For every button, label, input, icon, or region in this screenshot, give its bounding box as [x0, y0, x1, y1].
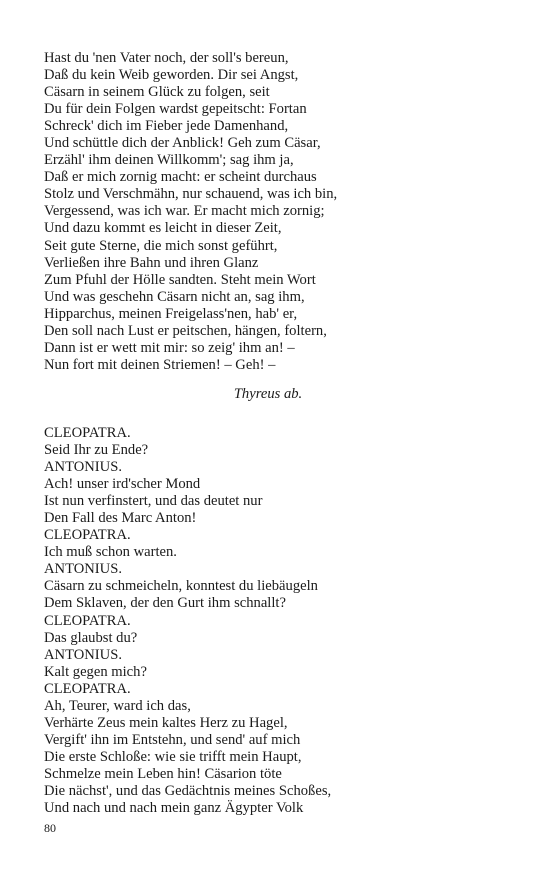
verse-line: Schreck' dich im Fieber jede Damenhand,	[44, 118, 289, 135]
verse-line: Seit gute Sterne, die mich sonst geführt,	[44, 237, 278, 254]
verse-line: Ah, Teurer, ward ich das,	[44, 697, 191, 714]
dialogue-block	[44, 425, 514, 817]
verse-line: Verhärte Zeus mein kaltes Herz zu Hagel,	[44, 714, 288, 731]
verse-line: Zum Pfuhl der Hölle sandten. Steht mein Wort	[44, 271, 316, 288]
verse-line: Die nächst', und das Gedächtnis meines Schoßes,	[44, 782, 332, 799]
verse-line: Vergessend, was ich war. Er macht mich zornig;	[44, 203, 325, 220]
verse-line: Den soll nach Lust er peitschen, hängen, foltern,	[44, 322, 327, 339]
verse-line: Hast du 'nen Vater noch, der soll's bereun,	[44, 50, 289, 66]
verse-line: Ich muß schon warten.	[44, 544, 177, 561]
verse-line: Daß du kein Weib geworden. Dir sei Angst,	[44, 67, 299, 84]
verse-line: Du für dein Folgen wardst gepeitscht: Fortan	[44, 101, 307, 118]
verse-line: Und schüttle dich der Anblick! Geh zum Cäsar,	[44, 135, 321, 152]
speaker-name: CLEOPATRA.	[44, 527, 131, 544]
verse-line: Dann ist er wett mit mir: so zeig' ihm an! –	[44, 339, 295, 356]
speaker-name: ANTONIUS.	[44, 561, 122, 578]
verse-line: Daß er mich zornig macht: er scheint durchaus	[44, 169, 317, 186]
verse-line: Nun fort mit deinen Striemen! – Geh! –	[44, 356, 276, 373]
verse-line: Vergift' ihn im Entstehn, und send' auf mich	[44, 731, 301, 748]
verse-line: Kalt gegen mich?	[44, 663, 147, 680]
verse-line: Hipparchus, meinen Freigelass'nen, hab' er,	[44, 305, 298, 322]
speaker-name: CLEOPATRA.	[44, 425, 131, 441]
verse-line: Cäsarn in seinem Glück zu folgen, seit	[44, 84, 270, 101]
verse-line: Und dazu kommt es leicht in dieser Zeit,	[44, 220, 282, 237]
verse-line: Seid Ihr zu Ende?	[44, 442, 149, 459]
verse-line: Ist nun verfinstert, und das deutet nur	[44, 493, 263, 510]
verse-line: Und nach und nach mein ganz Ägypter Volk	[44, 800, 304, 817]
stage-direction: Thyreus ab.	[233, 386, 303, 402]
verse-line: Den Fall des Marc Anton!	[44, 510, 197, 527]
verse-line: Verließen ihre Bahn und ihren Glanz	[44, 254, 259, 271]
speaker-name: ANTONIUS.	[44, 459, 122, 476]
verse-line: Cäsarn zu schmeicheln, konntest du liebäugeln	[44, 578, 318, 595]
verse-block	[44, 50, 514, 374]
speaker-name: ANTONIUS.	[44, 646, 122, 663]
verse-line: Ach! unser ird'scher Mond	[44, 476, 201, 493]
verse-line: Stolz und Verschmähn, nur schauend, was ich bin,	[44, 186, 338, 203]
speaker-name: CLEOPATRA.	[44, 680, 131, 697]
page-number: 80	[44, 821, 56, 835]
verse-line: Das glaubst du?	[44, 629, 138, 646]
verse-line: Und was geschehn Cäsarn nicht an, sag ihm,	[44, 288, 305, 305]
verse-line: Erzähl' ihm deinen Willkomm'; sag ihm ja,	[44, 152, 294, 169]
verse-line: Dem Sklaven, der den Gurt ihm schnallt?	[44, 595, 286, 612]
speaker-name: CLEOPATRA.	[44, 612, 131, 629]
verse-line: Schmelze mein Leben hin! Cäsarion töte	[44, 765, 282, 782]
verse-line: Die erste Schloße: wie sie trifft mein Haupt,	[44, 748, 302, 765]
